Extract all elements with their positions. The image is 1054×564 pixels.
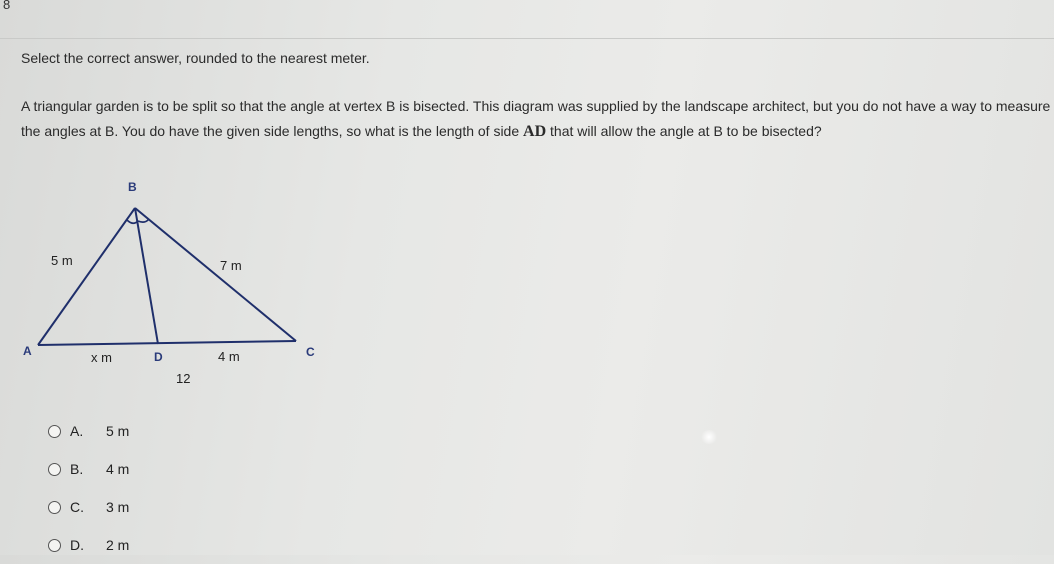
radio-icon[interactable] (48, 501, 61, 514)
triangle-diagram (0, 175, 340, 395)
choice-a[interactable] (48, 412, 129, 450)
problem-part2: that will allow the angle at B to be bisected? (546, 123, 822, 139)
choice-letter: A. (70, 423, 84, 439)
vertex-c-label: C (306, 345, 315, 359)
problem-text (21, 94, 1051, 144)
side-bc (135, 208, 296, 341)
instruction-text: Select the correct answer, rounded to the nearest meter. (21, 50, 370, 66)
header-bar (0, 0, 1054, 39)
vertex-a-label: A (23, 344, 32, 358)
radio-icon[interactable] (48, 425, 61, 438)
choice-text: 4 m (106, 461, 130, 477)
label-dc: 4 m (218, 349, 240, 364)
problem-part1: A triangular garden is to be split so that the angle at vertex B is bisected. This diagram was supplied by the landscape architect, but you do not have a way to measure the angles at B. You do have the given side lengths, so what is the length of side (21, 98, 1051, 139)
label-bc: 7 m (220, 258, 242, 273)
radio-icon[interactable] (48, 463, 61, 476)
choice-letter: D. (70, 537, 84, 553)
vertex-d-label: D (154, 350, 163, 364)
side-ab (38, 208, 135, 345)
label-ab: 5 m (51, 253, 73, 268)
label-ad: x m (91, 350, 112, 365)
bisector-bd (135, 208, 158, 344)
side-ad-label: AD (523, 123, 547, 140)
side-ac (38, 341, 296, 345)
choice-text: 3 m (106, 499, 130, 515)
vertex-b-label: B (128, 180, 137, 194)
question-number: 8 (3, 0, 11, 12)
choice-letter: B. (70, 461, 84, 477)
radio-icon[interactable] (48, 539, 61, 552)
choice-letter: C. (70, 499, 84, 515)
choice-b[interactable] (48, 450, 129, 488)
choice-d[interactable] (48, 526, 129, 564)
choice-text: 2 m (106, 537, 130, 553)
label-ac: 12 (176, 371, 191, 386)
choice-text: 5 m (106, 423, 130, 439)
choice-c[interactable] (48, 488, 129, 526)
answer-choices (48, 412, 129, 564)
screen-glare (700, 430, 718, 444)
